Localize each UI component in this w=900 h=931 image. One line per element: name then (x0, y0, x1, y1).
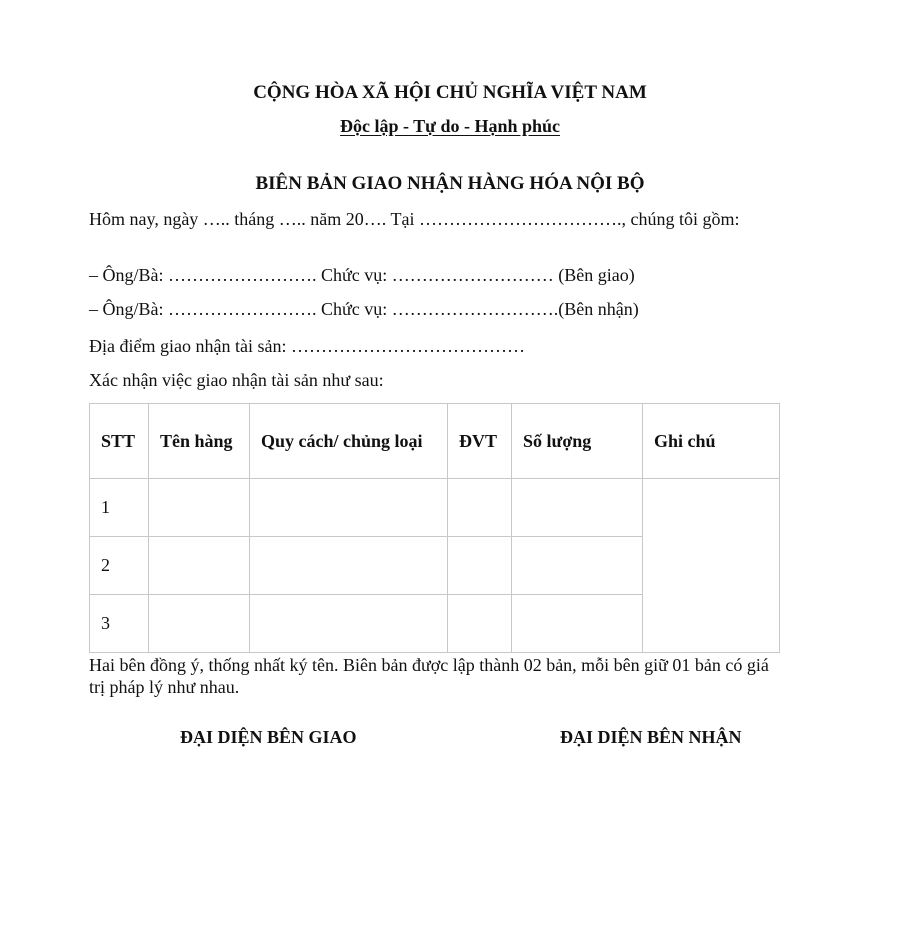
signature-giao-label: ĐẠI DIỆN BÊN GIAO (180, 727, 357, 747)
header-stt: STT (90, 404, 149, 479)
cell-ten-hang (149, 595, 250, 653)
goods-table (89, 403, 780, 653)
confirm-line: Xác nhận việc giao nhận tài sản như sau: (89, 370, 384, 390)
cell-dvt (448, 537, 512, 595)
cell-ten-hang (149, 537, 250, 595)
header-dvt: ĐVT (448, 404, 512, 479)
national-title: CỘNG HÒA XÃ HỘI CHỦ NGHĨA VIỆT NAM (253, 82, 647, 103)
cell-dvt (448, 595, 512, 653)
cell-quy-cach (250, 537, 448, 595)
cell-so-luong (512, 537, 643, 595)
table-row (90, 479, 780, 537)
header-ten-hang: Tên hàng (149, 404, 250, 479)
header-so-luong: Số lượng (512, 404, 643, 479)
agreement-paragraph: Hai bên đồng ý, thống nhất ký tên. Biên bản được lập thành 02 bản, mỗi bên giữ 01 bản có giá trị pháp lý như nhau. (89, 655, 769, 697)
party-giao-line: – Ông/Bà: ……………………. Chức vụ: ……………………… (Bên giao) (89, 265, 635, 285)
signature-nhan-label: ĐẠI DIỆN BÊN NHẬN (560, 727, 742, 747)
table-header-row (90, 404, 780, 479)
motto-text: Độc lập - Tự do - Hạnh phúc (339, 116, 561, 136)
motto (0, 116, 900, 137)
header-quy-cach: Quy cách/ chủng loại (250, 404, 448, 479)
cell-quy-cach (250, 479, 448, 537)
intro-paragraph: Hôm nay, ngày ….. tháng ….. năm 20…. Tại ……………………………., chúng tôi gồm: (89, 209, 740, 229)
cell-ghi-chu (643, 479, 780, 653)
document-title: BIÊN BẢN GIAO NHẬN HÀNG HÓA NỘI BỘ (255, 173, 645, 194)
row-number: 2 (90, 537, 149, 595)
row-number: 3 (90, 595, 149, 653)
location-line: Địa điểm giao nhận tài sản: ………………………………… (89, 336, 525, 356)
row-number: 1 (90, 479, 149, 537)
cell-quy-cach (250, 595, 448, 653)
cell-ten-hang (149, 479, 250, 537)
cell-so-luong (512, 479, 643, 537)
party-nhan-line: – Ông/Bà: ……………………. Chức vụ: ……………………….(Bên nhận) (89, 299, 639, 319)
cell-dvt (448, 479, 512, 537)
cell-so-luong (512, 595, 643, 653)
header-ghi-chu: Ghi chú (643, 404, 780, 479)
